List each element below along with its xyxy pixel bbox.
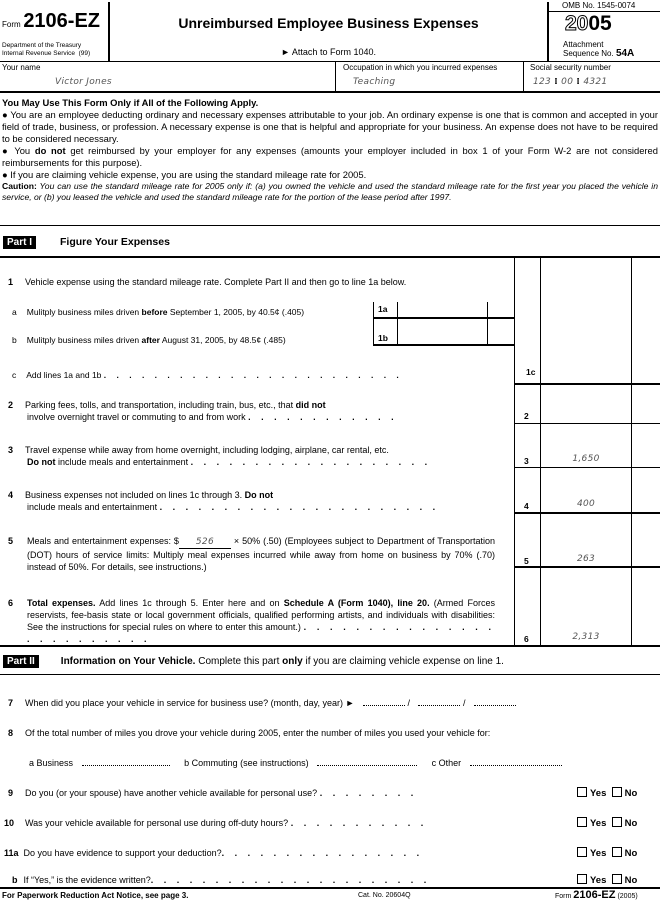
l8b-label: b Commuting (see instructions) <box>184 758 309 768</box>
part2-title: Information on Your Vehicle. <box>60 656 196 667</box>
no-label: No <box>624 848 638 859</box>
l2-box: 2 <box>524 411 529 421</box>
form-number <box>2 10 100 33</box>
attach-note: ► Attach to Form 1040. <box>281 47 376 57</box>
l2-amount-field[interactable] <box>541 386 631 422</box>
part2-header <box>3 656 504 667</box>
l6-box: 6 <box>524 634 529 644</box>
l8a-label: a Business <box>29 758 74 768</box>
l8-text: Of the total number of miles you drove your vehicle during 2005, enter the number of miles you used your vehicle for: <box>25 728 491 738</box>
ssn-label: Social security number <box>530 63 611 72</box>
l3-num: 3 <box>8 445 14 455</box>
yes-label: Yes <box>590 848 607 859</box>
l1b-amount-field[interactable] <box>398 319 487 344</box>
l9-yes-no <box>577 787 637 799</box>
attachment-label: Attachment <box>563 40 604 49</box>
conditions-heading: You May Use This Form Only if All of the Following Apply. <box>2 97 259 108</box>
l3-b: include meals and entertainment <box>55 457 189 467</box>
ssn-part-1: 123 <box>533 77 552 87</box>
caution-label: Caution: <box>2 181 37 191</box>
condition-1: ● You are an employee deducting ordinary and necessary expenses attributable to your job. An ordinary expense is one that is common and accepted in your field of trade, business, or profession. A necessary expense is one that is helpful and appropriate for your business. An expense does not have to be required to be considered necessary. <box>2 109 658 144</box>
l6-a: Add lines 1c through 5. Enter here and on <box>95 598 284 608</box>
footer-form-number: 2106-EZ <box>573 889 616 901</box>
form-title: Unreimbursed Employee Business Expenses <box>178 15 479 31</box>
irs: Internal Revenue Service <box>2 50 75 57</box>
l1a-box: 1a <box>378 304 388 314</box>
line-11a: 11a Do you have evidence to support your deduction?. . . . . . . . . . . . . . . . <box>4 848 424 858</box>
part2-badge: Part II <box>3 655 39 668</box>
l9-num: 9 <box>8 788 14 798</box>
l1b-pre: Mulitply business miles driven <box>26 335 142 345</box>
l1a-letter: a <box>12 307 17 317</box>
l1-num: 1 <box>8 277 14 287</box>
l11b-text: If “Yes,” is the evidence written? <box>23 875 151 885</box>
part1-badge: Part I <box>3 236 36 249</box>
line-1a <box>12 307 304 317</box>
condition-2 <box>2 145 658 169</box>
l2-b: involve overnight travel or commuting to and from work <box>27 412 246 422</box>
eligibility-conditions <box>2 97 658 203</box>
ssn-part-3: 4321 <box>583 77 608 87</box>
l10-yes-no <box>577 817 637 829</box>
footer-form <box>555 889 638 901</box>
meals-amount-field[interactable]: 526 <box>179 536 231 549</box>
l5-box: 5 <box>524 556 529 566</box>
l1c-amount-field[interactable] <box>541 356 631 383</box>
l1a-pre: Mulitply business miles driven <box>26 307 142 317</box>
commuting-miles-field[interactable] <box>317 757 417 766</box>
line-6: 6 Total expenses. Add lines 1c through 5. Enter here and on Schedule A (Form 1040), line 20. (Armed Forces reservists, fee-basis state or local government officials, qualified performing artists, and individuals with disabilities: See the instructions for special rules on where to enter this amount.) . . . . . . . . . . . . . . . . . . . . . . . . . <box>8 598 496 644</box>
sequence-label: Sequence No. <box>563 49 614 58</box>
no-label: No <box>624 875 638 886</box>
line-1 <box>8 277 406 287</box>
l3-bold: Do not <box>27 457 56 467</box>
l10-num: 10 <box>4 818 15 828</box>
form-word: Form <box>2 20 21 29</box>
agency <box>2 42 90 58</box>
other-miles-field[interactable] <box>470 757 562 766</box>
service-year-field[interactable] <box>474 697 516 706</box>
irs-code: (99) <box>78 50 91 57</box>
l1b-box: 1b <box>378 333 388 343</box>
l4-b: include meals and entertainment <box>27 502 158 512</box>
l11b-no-checkbox[interactable] <box>612 874 622 884</box>
year-bold: 05 <box>588 12 612 35</box>
l5-amount-field[interactable]: 263 <box>576 554 596 564</box>
line-8-miles <box>29 757 659 768</box>
l1-text: Vehicle expense using the standard mileage rate. Complete Part II and then go to line 1a below. <box>25 277 407 287</box>
no-label: No <box>624 788 638 799</box>
year-outline: 20 <box>565 12 589 35</box>
l1a-post: September 1, 2005, by 40.5¢ (.405) <box>167 307 305 317</box>
l9-no-checkbox[interactable] <box>612 787 622 797</box>
l7-num: 7 <box>8 698 14 708</box>
l3-amount-field[interactable]: 1,650 <box>572 454 600 464</box>
p2b: if you are claiming vehicle expense on line 1. <box>302 656 504 667</box>
l3-a: Travel expense while away from home overnight, including lodging, airplane, car rental, etc. <box>25 445 389 455</box>
footer-year: (2005) <box>617 893 638 900</box>
line-10: 10 Was your vehicle available for personal use during off-duty hours? . . . . . . . . . . . <box>4 818 428 828</box>
line-9: 9 Do you (or your spouse) have another vehicle available for personal use? . . . . . . . . <box>8 788 418 798</box>
paperwork-notice: For Paperwork Reduction Act Notice, see page 3. <box>2 891 189 900</box>
line-3: 3 Travel expense while away from home overnight, including lodging, airplane, car rental, etc. Do not include meals and entertainment . . . . . . . . . . . . . . . . . . . <box>8 445 432 467</box>
l5-a: Meals and entertainment expenses: $ <box>27 536 179 546</box>
c2b: do not <box>34 145 66 156</box>
l6-b: (Armed Forces reservists, fee-basis state or local government officials, qualified performing artists, and individuals with disabilities: See the instructions for special rules on where to enter this amount.) <box>27 598 495 632</box>
l11b-yes-checkbox[interactable] <box>577 874 587 884</box>
l11b-yes-no <box>577 874 637 886</box>
l9-yes-checkbox[interactable] <box>577 787 587 797</box>
l7-text: When did you place your vehicle in service for business use? (month, day, year) ► <box>25 698 355 708</box>
l11a-no-checkbox[interactable] <box>612 847 622 857</box>
name-label: Your name <box>2 63 41 72</box>
name-field[interactable]: Victor Jones <box>55 77 112 87</box>
form-number-text: 2106-EZ <box>23 10 101 32</box>
line-1c: c Add lines 1a and 1b . . . . . . . . . . . . . . . . . . . . . . . . <box>12 370 403 380</box>
l5-num: 5 <box>8 536 14 546</box>
l4-amount-field[interactable]: 400 <box>576 499 596 509</box>
l11b-num: b <box>12 875 18 885</box>
sequence-no: 54A <box>615 48 635 59</box>
ssn-field[interactable]: 123 ⁞ 00 ⁞ 4321 <box>533 77 608 87</box>
part1-header <box>3 236 170 248</box>
p2a: Complete this part <box>195 656 283 667</box>
service-day-field[interactable] <box>418 697 460 706</box>
condition-3: ● If you are claiming vehicle expense, you are using the standard mileage rate for 2005. <box>2 169 367 180</box>
caution-text: You can use the standard mileage rate for 2005 only if: (a) you owned the vehicle and used the standard mileage rate for the first year you placed the vehicle in service, or (b) you leased the vehicle and used the standard mileage rate for the portion of the lease period after 1997. <box>2 181 658 202</box>
l2-bold: did not <box>295 400 326 410</box>
occupation-label: Occupation in which you incurred expenses <box>343 63 498 72</box>
l1c-letter: c <box>12 370 17 380</box>
c2c: get reimbursed by your employer for any expenses (amounts your employer included in box 1 of your Form W-2 are not considered reimbursements for this purpose). <box>2 145 658 168</box>
line-11b: b If “Yes,” is the evidence written?. . . . . . . . . . . . . . . . . . . . . . <box>12 875 431 885</box>
line-1b <box>12 335 286 345</box>
l6-num: 6 <box>8 598 14 608</box>
c2a: ● You <box>2 145 35 156</box>
yes-label: Yes <box>590 788 607 799</box>
line-4: 4 Business expenses not included on lines 1c through 3. Do not include meals and entertainment . . . . . . . . . . . . . . . . . . . . . . <box>8 490 440 512</box>
part1-title: Figure Your Expenses <box>60 236 170 248</box>
l11a-yes-no <box>577 847 637 859</box>
line-7: 7 When did you place your vehicle in service for business use? (month, day, year) ► / / <box>8 697 516 708</box>
l10-no-checkbox[interactable] <box>612 817 622 827</box>
dept: Department of the Treasury <box>2 42 82 49</box>
footer-form-word: Form <box>555 893 572 900</box>
attachment-sequence <box>563 40 634 58</box>
line-5 <box>8 535 495 573</box>
omb-number: OMB No. 1545-0074 <box>562 1 636 10</box>
l8-num: 8 <box>8 728 14 738</box>
l1a-bold: before <box>141 307 168 317</box>
l2-a: Parking fees, tolls, and transportation, including train, bus, etc., that <box>25 400 296 410</box>
l2-num: 2 <box>8 400 14 410</box>
ssn-part-2: 00 <box>561 77 574 87</box>
caution <box>2 181 658 203</box>
l1b-bold: after <box>141 335 160 345</box>
tax-year <box>565 12 612 36</box>
l6-bold2: Schedule A (Form 1040), line 20. <box>283 598 430 608</box>
no-label: No <box>624 818 638 829</box>
l10-text: Was your vehicle available for personal use during off-duty hours? <box>25 818 289 828</box>
l4-a: Business expenses not included on lines 1c through 3. <box>25 490 245 500</box>
l11a-text: Do you have evidence to support your deduction? <box>23 848 222 858</box>
l4-box: 4 <box>524 501 529 511</box>
l8c-label: c Other <box>431 758 462 768</box>
l1b-post: August 31, 2005, by 48.5¢ (.485) <box>159 335 286 345</box>
occupation-field[interactable]: Teaching <box>353 77 396 87</box>
cat-number: Cat. No. 20604Q <box>358 892 411 899</box>
l11a-num: 11a <box>4 848 19 858</box>
l6-bold1: Total expenses. <box>27 598 96 608</box>
yes-label: Yes <box>590 875 607 886</box>
l3-box: 3 <box>524 456 529 466</box>
service-month-field[interactable] <box>363 697 405 706</box>
l4-num: 4 <box>8 490 14 500</box>
l1c-box: 1c <box>526 367 536 377</box>
line-8 <box>8 728 490 738</box>
l6-amount-field[interactable]: 2,313 <box>572 632 600 642</box>
l4-bold: Do not <box>244 490 274 500</box>
p2only: only <box>282 656 303 667</box>
l10-yes-checkbox[interactable] <box>577 817 587 827</box>
l1b-letter: b <box>12 335 17 345</box>
l5-b: × 50% (.50) (Employees subject to Department of Transportation (DOT) hours of service limits: Multiply meal expenses incurred while away from home on business by 70% (.70) instead of 50%. For details, see instructions.) <box>27 536 495 572</box>
l1a-amount-field[interactable] <box>398 303 487 318</box>
l1c-text: Add lines 1a and 1b <box>26 370 102 380</box>
yes-label: Yes <box>590 818 607 829</box>
business-miles-field[interactable] <box>82 757 170 766</box>
line-2: 2 Parking fees, tolls, and transportation, including train, bus, etc., that did not involve overnight travel or commuting to and from work . . . . . . . . . . . . <box>8 400 398 422</box>
l11a-yes-checkbox[interactable] <box>577 847 587 857</box>
l9-text: Do you (or your spouse) have another vehicle available for personal use? <box>25 788 318 798</box>
